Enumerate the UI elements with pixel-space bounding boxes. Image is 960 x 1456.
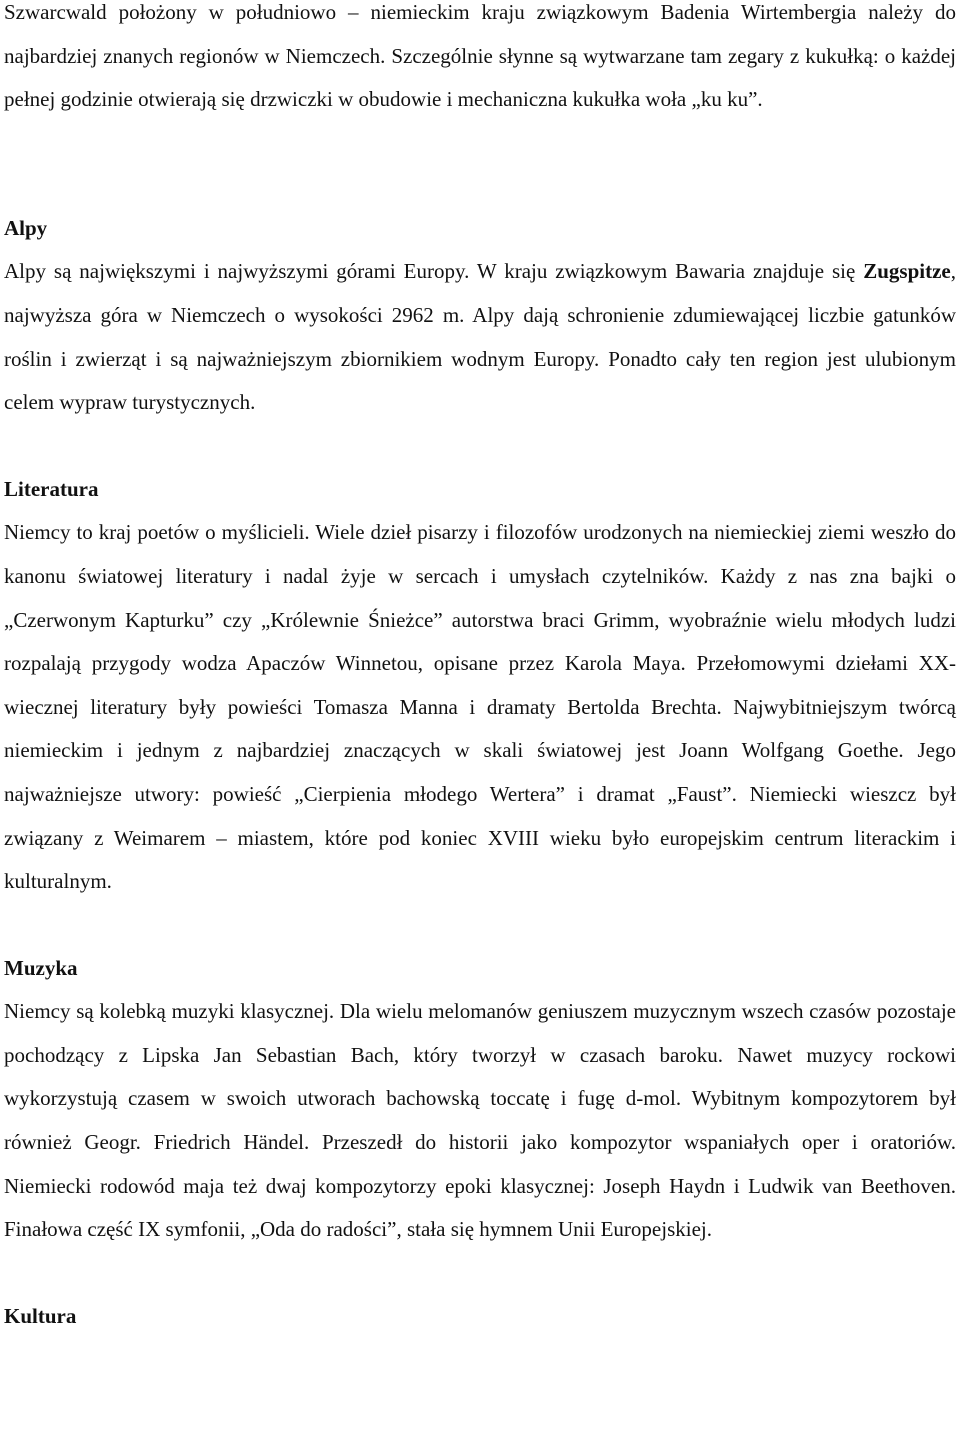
section-heading-muzyka: Muzyka [4,955,78,980]
zugspitze-bold: Zugspitze [863,259,951,284]
section-heading-kultura: Kultura [4,1303,77,1328]
section-heading-literatura: Literatura [4,476,99,501]
document-page [4,0,956,1338]
section-heading-alpy: Alpy [4,215,48,240]
alpy-paragraph [4,250,956,424]
literatura-paragraph: Niemcy to kraj poetów o myślicieli. Wiele dzieł pisarzy i filozofów urodzonych na niemieckiej ziemi weszło do kanonu światowej literatury i nadal żyje w sercach i umysłach czytelników. Każdy z nas zna bajki o „Czerwonym Kapturku” czy „Królewnie Śnieżce” autorstwa braci Grimm, wyobraźnie wielu młodych ludzi rozpalają przygody wodza Apaczów Winnetou, opisane przez Karola Maya. Przełomowymi dziełami XX-wiecznej literatury były powieści Tomasza Manna i dramaty Bertolda Brechta. Najwybitniejszym twórcą niemieckim i jednym z najbardziej znaczących w skali światowej jest Joann Wolfgang Goethe. Jego najważniejsze utwory: powieść „Cierpienia młodego Wertera” i dramat „Faust”. Niemiecki wieszcz był związany z Weimarem – miastem, które pod koniec XVIII wieku było europejskim centrum literackim i kulturalnym. [4,520,956,894]
muzyka-paragraph: Niemcy są kolebką muzyki klasycznej. Dla wielu melomanów geniuszem muzycznym wszech czasów pozostaje pochodzący z Lipska Jan Sebastian Bach, który tworzył w czasach baroku. Nawet muzycy rockowi wykorzystują czasem w swoich utworach bachowską toccatę i fugę d-mol. Wybitnym kompozytorem był również Geogr. Friedrich Händel. Przeszedł do historii jako kompozytor wspaniałych oper i oratoriów. Niemiecki rodowód maja też dwaj kompozytorzy epoki klasycznej: Joseph Haydn i Ludwik van Beethoven. Finałowa część IX symfonii, „Oda do radości”, stała się hymnem Unii Europejskiej. [4,999,956,1242]
alpy-text-start: Alpy są największymi i najwyższymi górami Europy. W kraju związkowym Bawaria znajduje się [4,259,864,284]
intro-paragraph: Szwarcwald położony w południowo – niemieckim kraju związkowym Badenia Wirtembergia należy do najbardziej znanych regionów w Niemczech. Szczególnie słynne są wytwarzane tam zegary z kukułką: o każdej pełnej godzinie otwierają się drzwiczki w obudowie i mechaniczna kukułka woła „ku ku”. [4,0,956,112]
alpy-text-end: , najwyższa góra w Niemczech o wysokości 2962 m. Alpy dają schronienie zdumiewającej liczbie gatunków roślin i zwierząt i są najważniejszym zbiornikiem wodnym Europy. Ponadto cały ten region jest ulubionym celem wypraw turystycznych. [4,259,956,415]
